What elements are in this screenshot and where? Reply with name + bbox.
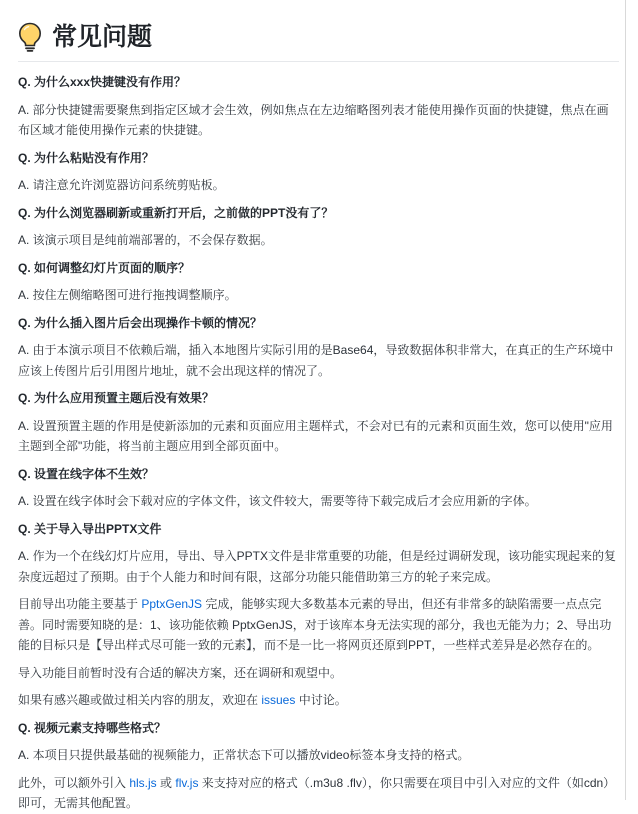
faq-answer-paragraph [18, 230, 619, 251]
answer-text: A. 本项目只提供最基础的视频能力，正常状态下可以播放video标签本身支持的格式。 [18, 748, 470, 762]
answer-text: A. 设置预置主题的作用是使新添加的元素和页面应用主题样式，不会对已有的元素和页面生效，您可以使用"应用主题到全部"功能，将当前主题应用到全部页面中。 [18, 418, 613, 453]
faq-answer-paragraph [18, 175, 619, 196]
faq-answer-paragraph [18, 491, 619, 512]
flvjs-link[interactable]: flv.js [175, 775, 199, 790]
answer-text: 来支持对应的格式（.m3u8 .flv），你只需要在项目中引入对应的文件（如cdn）即可，无需其他配置。 [18, 775, 616, 810]
faq-answer-paragraph [18, 594, 619, 656]
answer-text: 此外，可以额外引入 [18, 775, 130, 790]
faq-answer-paragraph [18, 663, 619, 684]
answer-text: 中讨论。 [295, 693, 347, 707]
answer-text: 如果有感兴趣或做过相关内容的朋友，欢迎在 [18, 693, 262, 707]
issues-link[interactable]: issues [261, 693, 296, 707]
answer-text: A. 由于本演示项目不依赖后端，插入本地图片实际引用的是Base64，导致数据体积非常大，在真正的生产环境中应该上传图片后引用图片地址，就不会出现这样的情况了。 [18, 343, 614, 378]
lightbulb-icon [18, 22, 42, 52]
page-title [18, 22, 619, 62]
pptxgenjs-link[interactable]: PptxGenJS [141, 597, 203, 611]
faq-question: Q. 为什么粘贴没有作用？ [18, 150, 155, 165]
faq-answer-paragraph [18, 546, 619, 587]
answer-text: A. 该演示项目是纯前端部署的，不会保存数据。 [18, 233, 273, 247]
hlsjs-link[interactable]: hls.js [129, 775, 157, 790]
page-title-text: 常见问题 [52, 23, 153, 51]
answer-text: A. 请注意允许浏览器访问系统剪贴板。 [18, 178, 225, 192]
faq-question: Q. 设置在线字体不生效？ [18, 466, 155, 481]
faq-question: Q. 为什么浏览器刷新或重新打开后，之前做的PPT没有了？ [18, 205, 334, 220]
answer-text: 完成，能够实现大多数基本元素的导出，但还有非常多的缺陷需要一点点完善。同时需要知晓的是：1、该功能依赖 PptxGenJS，对于该库本身无法实现的部分，我也无能为力；2、导出功能的目标只是【导出样式尽可能一致的元素】，而不是一比一将网页还原到PPT，一些样式差异是必然存在的。 [18, 597, 612, 652]
answer-text: A. 按住左侧缩略图可进行拖拽调整顺序。 [18, 288, 237, 302]
answer-text: A. 作为一个在线幻灯片应用，导出、导入PPTX文件是非常重要的功能，但是经过调研发现，该功能实现起来的复杂度远超过了预期。由于个人能力和时间有限，这部分功能只能借助第三方的轮子来完成。 [18, 549, 617, 584]
faq-question: Q. 为什么xxx快捷键没有作用？ [18, 75, 187, 89]
faq-list [18, 72, 619, 814]
faq-answer-paragraph [18, 416, 619, 457]
faq-answer-paragraph [18, 100, 619, 141]
faq-question: Q. 关于导入导出PPTX文件 [18, 521, 162, 536]
faq-question: Q. 为什么插入图片后会出现操作卡顿的情况？ [18, 315, 263, 330]
answer-text: 或 [156, 775, 176, 790]
answer-text: 目前导出功能主要基于 [18, 597, 142, 611]
faq-answer-paragraph [18, 340, 619, 381]
faq-answer-paragraph [18, 690, 619, 711]
faq-question: Q. 为什么应用预置主题后没有效果？ [18, 391, 215, 405]
faq-question: Q. 视频元素支持哪些格式？ [18, 720, 167, 735]
answer-text: A. 设置在线字体时会下载对应的字体文件，该文件较大，需要等待下载完成后才会应用新的字体。 [18, 494, 537, 508]
faq-answer-paragraph [18, 285, 619, 306]
answer-text: 导入功能目前暂时没有合适的解决方案，还在调研和观望中。 [18, 665, 343, 680]
faq-answer-paragraph [18, 773, 619, 814]
answer-text: A. 部分快捷键需要聚焦到指定区域才会生效，例如焦点在左边缩略图列表才能使用操作页面的快捷键，焦点在画布区域才能使用操作元素的快捷键。 [18, 102, 609, 137]
faq-answer-paragraph [18, 745, 619, 766]
faq-question: Q. 如何调整幻灯片页面的顺序？ [18, 260, 191, 275]
